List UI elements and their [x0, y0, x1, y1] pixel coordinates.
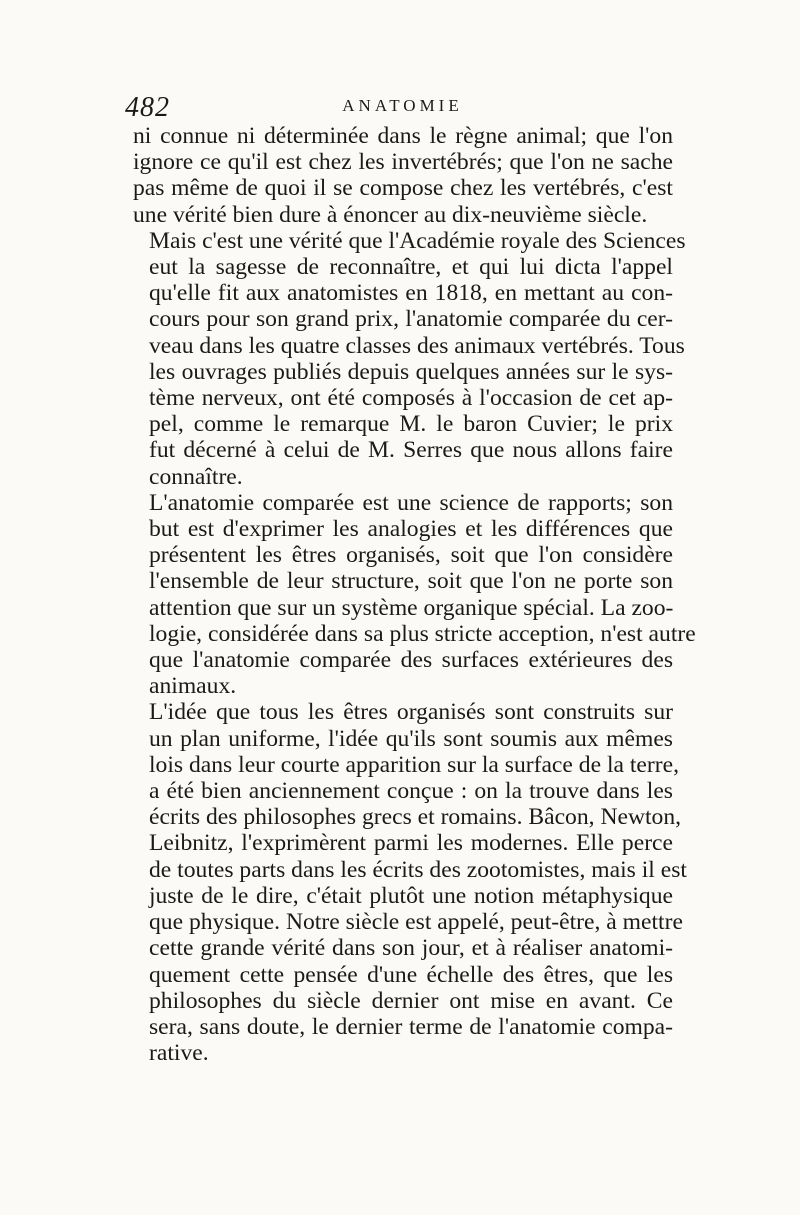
text-line: connaître. — [149, 463, 243, 490]
text-line: de toutes parts dans les écrits des zootomistes, mais il est — [149, 856, 687, 883]
text-line: quement cette pensée d'une échelle des êtres, que les — [149, 961, 673, 988]
text-line: veau dans les quatre classes des animaux vertébrés. Tous — [149, 332, 685, 359]
body-text — [133, 123, 696, 1067]
text-line: Leibnitz, l'exprimèrent parmi les modernes. Elle perce — [149, 830, 673, 857]
text-line: L'anatomie comparée est une science de rapports; son — [149, 489, 673, 516]
text-line: logie, considérée dans sa plus stricte acception, n'est autre — [149, 620, 696, 647]
text-line: tème nerveux, ont été composés à l'occasion de cet ap- — [149, 385, 673, 412]
text-line: qu'elle fit aux anatomistes en 1818, en mettant au con- — [149, 280, 673, 307]
text-line: cette grande vérité dans son jour, et à réaliser anatomi- — [149, 935, 673, 962]
text-line: but est d'exprimer les analogies et les différences que — [149, 516, 673, 543]
text-line: un plan uniforme, l'idée qu'ils sont soumis aux mêmes — [149, 725, 673, 752]
text-line: écrits des philosophes grecs et romains. Bâcon, Newton, — [149, 804, 682, 831]
text-line: eut la sagesse de reconnaître, et qui lui dicta l'appel — [149, 254, 673, 281]
paragraph — [133, 227, 686, 490]
text-line: présentent les êtres organisés, soit que l'on considère — [149, 542, 673, 569]
text-line: ni connue ni déterminée dans le règne animal; que l'on — [133, 123, 673, 149]
paragraph — [133, 489, 696, 700]
text-line: philosophes du siècle dernier ont mise en avant. Ce — [149, 987, 673, 1014]
text-line: que l'anatomie comparée des surfaces extérieures des — [149, 647, 673, 674]
running-title: ANATOMIE — [342, 96, 463, 115]
text-line: une vérité bien dure à énoncer au dix-neuvième siècle. — [133, 201, 648, 228]
text-line: pas même de quoi il se compose chez les vertébrés, c'est — [133, 175, 673, 202]
text-line: les ouvrages publiés depuis quelques années sur le sys- — [149, 358, 673, 385]
text-line: que physique. Notre siècle est appelé, peut-être, à mettre — [149, 909, 683, 936]
text-line: cours pour son grand prix, l'anatomie comparée du cer- — [149, 306, 673, 333]
text-line: fut décerné à celui de M. Serres que nous allons faire — [149, 437, 673, 464]
text-line: pel, comme le remarque M. le baron Cuvier; le prix — [149, 411, 673, 438]
text-line: juste de le dire, c'était plutôt une notion métaphysique — [149, 882, 673, 909]
text-line: l'ensemble de leur structure, soit que l'on ne porte son — [149, 568, 673, 595]
text-line: animaux. — [149, 673, 237, 700]
text-line: a été bien anciennement conçue : on la trouve dans les — [149, 778, 673, 805]
text-line: attention que sur un système organique spécial. La zoo- — [149, 594, 674, 621]
text-line: ignore ce qu'il est chez les invertébrés; que l'on ne sache — [133, 149, 673, 176]
page-number: 482 — [125, 92, 170, 123]
text-line: Mais c'est une vérité que l'Académie royale des Sciences — [149, 227, 686, 254]
text-line: lois dans leur courte apparition sur la surface de la terre, — [149, 751, 679, 778]
paragraph — [133, 699, 687, 1067]
text-line: sera, sans doute, le dernier terme de l'anatomie compa- — [149, 1013, 673, 1040]
paragraph — [133, 123, 673, 228]
text-line: rative. — [149, 1040, 209, 1067]
text-line: L'idée que tous les êtres organisés sont construits sur — [149, 699, 673, 726]
